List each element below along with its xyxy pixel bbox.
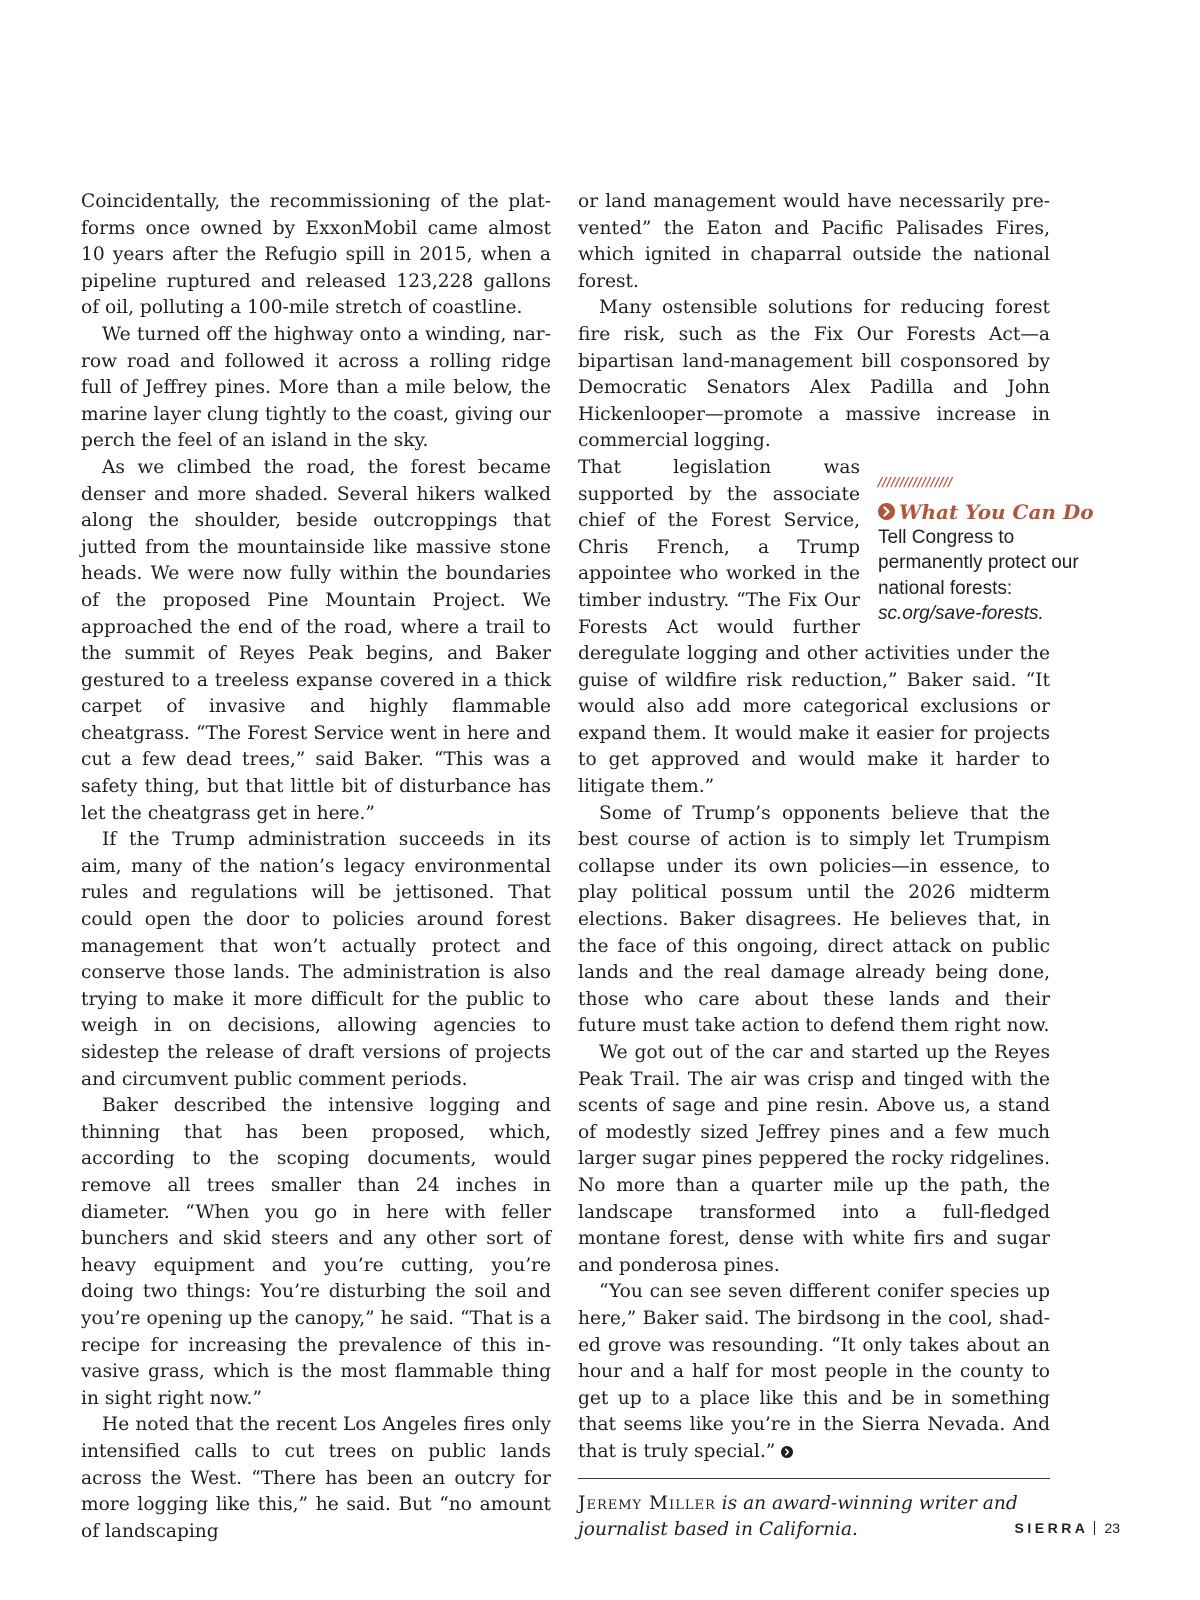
article-column-right	[578, 189, 1094, 1544]
save-forests-link[interactable]: sc.org/save-forests.	[878, 603, 1044, 625]
sidebar-body	[878, 525, 1086, 627]
footer-divider	[1094, 1521, 1095, 1535]
paragraph: Some of Trump’s opponents believe that the best course of action is to simply let Trumpism collapse under its own policies—in essence, to play political possum until the 2026 midterm elections. Baker disagrees. He believes that, in the face of this ongoing, direct attack on public lands and the real damage already being done, those who care about these lands and their future must take action to defend them right now.	[578, 802, 1050, 1037]
circle-arrow-right-icon	[878, 503, 895, 520]
sidebar-body-text: Tell Congress to permanently protect our national forests:	[878, 526, 1079, 599]
final-paragraph	[578, 1279, 1050, 1465]
paragraph: As we climbed the road, the forest became denser and more shaded. Several hikers walked along the shoulder, beside outcroppings that jutted from the mountainside like massive stone heads. We were now fully within the boundaries of the proposed Pine Mountain Project. We approached the end of the road, where a trail to the summit of Reyes Peak begins, and Baker gestured to a treeless expanse covered in a thick carpet of invasive and highly flammable cheatgrass. “The Forest Service went in here and cut a few dead trees,” said Baker. “This was a safety thing, but that little bit of disturbance has let the cheatgrass get in here.”	[81, 456, 551, 824]
sidebar-heading-text: What You Can Do	[899, 499, 1094, 524]
paragraph: Many ostensible solutions for reducing forest fire risk, such as the Fix Our Forests Act—a bipartisan land-management bill cosponsored by Democratic Senators Alex Padilla and John Hickenlooper—promote a massive increase in commercial logging.	[578, 297, 1050, 452]
author-name: Jeremy Miller	[578, 1492, 716, 1514]
paragraph: He noted that the recent Los Angeles fires only intensified calls to cut trees on public lands across the West. “There has been an outcry for more logging like this,” he said. But “no amount of landscaping	[81, 1414, 551, 1542]
paragraph: We turned off the highway onto a winding, narrow road and followed it across a rolling ridge full of Jeffrey pines. More than a mile below, the marine layer clung tightly to the coast, giving our perch the feel of an island in the sky.	[81, 323, 551, 452]
magazine-name: SIERRA	[1014, 1520, 1089, 1536]
sidebar-hatch-rule: /////////////////	[878, 474, 953, 489]
paragraph-with-sidebar	[578, 455, 1094, 801]
paragraph: Coincidentally, the recommissioning of the platforms once owned by ExxonMobil came almost 10 years after the Refugio spill in 2015, when a pipeline ruptured and released 123,228 gallons of oil, polluting a 100-mile stretch of coastline.	[81, 191, 551, 319]
paragraph: or land management would have necessarily prevented” the Eaton and Pacific Palisades Fires, which ignited in chaparral outside the national forest.	[578, 191, 1050, 292]
page-footer	[1015, 1520, 1120, 1536]
end-of-story-icon	[781, 1446, 793, 1458]
page-number: 23	[1104, 1520, 1120, 1536]
author-description: is an award-winning writer and journalist based in California.	[578, 1492, 1018, 1541]
paragraph-text: That legislation was supported by the associate chief of the Forest Service, Chris French, a Trump appointee who worked in the timber industry. “The Fix Our Forests Act would further deregulate logging and other activities under the guise of wildfire risk reduction,” Baker said. “It would also add more categorical exclusions or expand them. It would make it easier for projects to get approved and would make it harder to litigate them.”	[578, 456, 1050, 798]
paragraph: We got out of the car and started up the Reyes Peak Trail. The air was crisp and tinged with the scents of sage and pine resin. Above us, a stand of modestly sized Jeffrey pines and a few much larger sugar pines peppered the rocky ridgelines. No more than a quarter mile up the path, the landscape transformed into a full-fledged montane forest, dense with white firs and sugar and ponderosa pines.	[578, 1042, 1050, 1276]
article-column-left	[81, 189, 551, 1545]
paragraph: Baker described the intensive logging and thinning that has been proposed, which, according to the scoping documents, would remove all trees smaller than 24 inches in diameter. “When you go in here with feller bunchers and skid steers and any other sort of heavy equipment and you’re cutting, you’re doing two things: You’re disturbing the soil and you’re opening up the canopy,” he said. “That is a recipe for increasing the prevalence of this invasive grass, which is the most flammable thing in sight right now.”	[81, 1095, 551, 1409]
final-paragraph-text: “You can see seven different conifer species up here,” Baker said. The birdsong in the cool, shaded grove was resounding. “It only takes about an hour and a half for most people in the county to get up to a place like this and be in something that seems like you’re in the Sierra Nevada. And that is truly special.”	[578, 1281, 1050, 1462]
author-bio	[578, 1491, 1050, 1544]
paragraph: If the Trump administration succeeds in its aim, many of the nation’s legacy environmental rules and regulations will be jettisoned. That could open the door to policies around forest management that won’t actually protect and conserve those lands. The administration is also trying to make it more difficult for the public to weigh in on decisions, allowing agencies to sidestep the release of draft versions of projects and circumvent public comment periods.	[81, 829, 551, 1090]
what-you-can-do-sidebar	[878, 474, 1094, 627]
sidebar-heading	[878, 499, 1094, 525]
bio-divider	[578, 1478, 1050, 1479]
